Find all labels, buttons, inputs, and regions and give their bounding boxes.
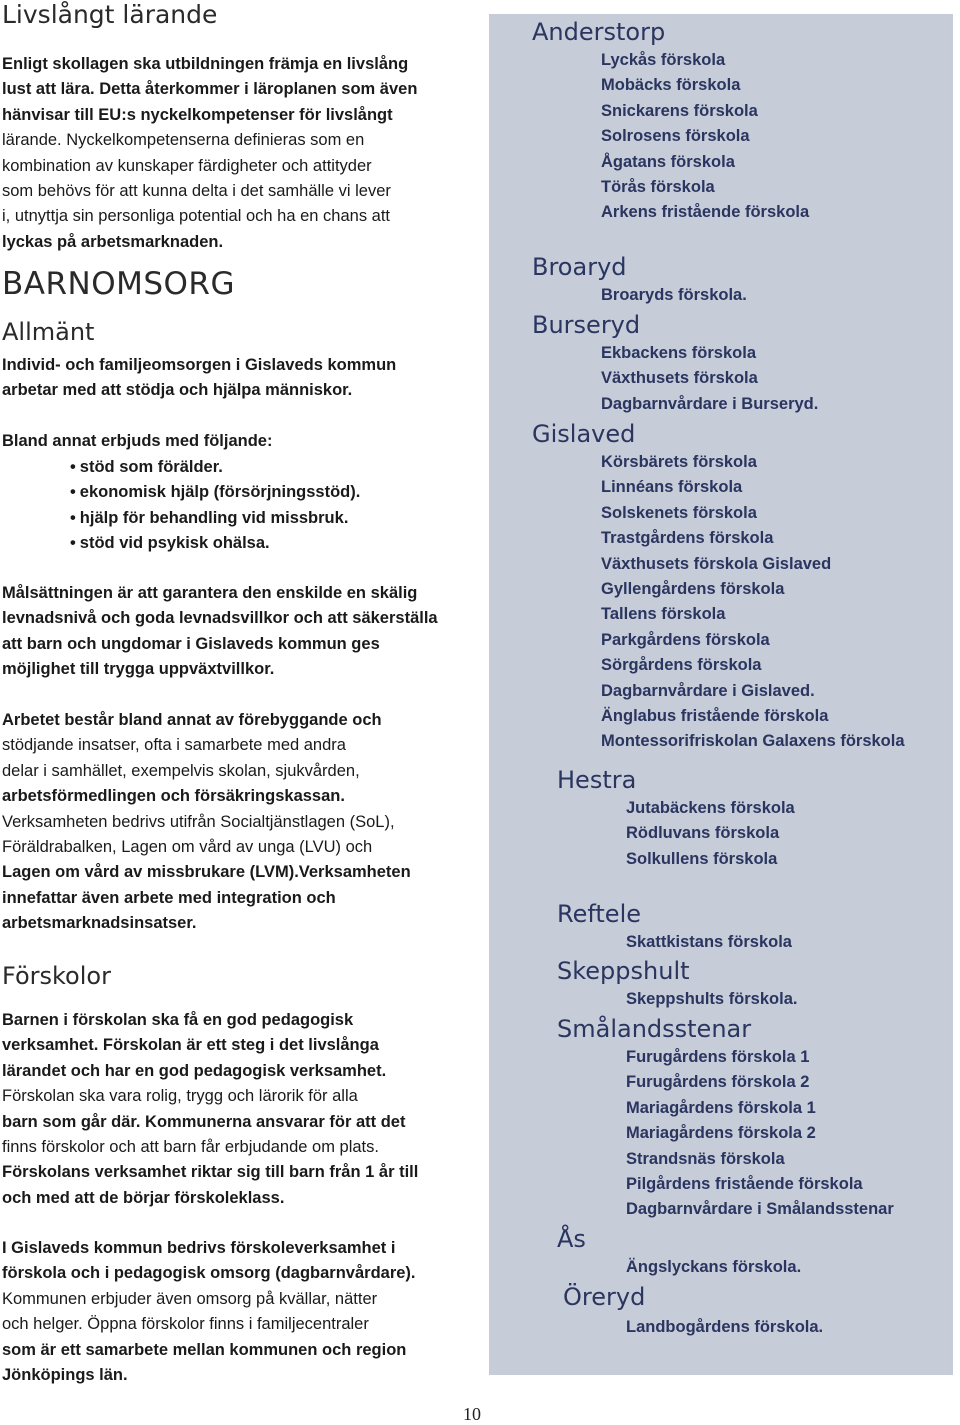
list-item: Mariagårdens förskola 2 — [626, 1124, 816, 1143]
list-item: Solkullens förskola — [626, 849, 778, 868]
school-list — [601, 48, 809, 226]
list-item: • stöd vid psykisk ohälsa. — [70, 531, 360, 556]
preschool-paragraph: Barnen i förskolan ska få en god pedagogisk verksamhet. Förskolan är ett steg i det livslånga lärandet och har en god pedagogisk verksamhet. Förskolan ska vara rolig, trygg och lärorik för alla barn som går där. Kommunerna ansvarar för att det finns förskolor och att barn får erbjudande om plats. Förskolans verksamhet riktar sig till barn från 1 år till och med att de börjar förskoleklass. — [2, 1011, 419, 1207]
page-title: Livslångt lärande — [2, 0, 218, 29]
school-list — [626, 1045, 894, 1223]
list-item: Trastgårdens förskola — [601, 529, 774, 548]
list-item: Landbogårdens förskola. — [626, 1318, 824, 1336]
list-item: • stöd som förälder. — [70, 455, 360, 480]
list-item: Snickarens förskola — [601, 101, 758, 120]
location-heading: Gislaved — [532, 420, 636, 448]
offers-list — [70, 455, 360, 557]
school-list — [626, 796, 795, 872]
list-item: Rödluvans förskola — [626, 824, 780, 843]
list-item: Solrosens förskola — [601, 127, 750, 146]
school-list — [601, 450, 905, 755]
list-item: • ekonomisk hjälp (försörjningsstöd). — [70, 480, 360, 505]
location-heading: Hestra — [557, 766, 637, 794]
location-heading: Burseryd — [532, 311, 641, 339]
list-item: Pilgårdens fristående förskola — [626, 1175, 863, 1194]
list-item: Linnéans förskola — [601, 478, 743, 497]
school-list — [626, 930, 792, 955]
location-heading: Reftele — [557, 900, 641, 928]
list-item: Skeppshults förskola. — [626, 990, 798, 1008]
list-item: Jutabäckens förskola — [626, 799, 795, 817]
list-item: Växthusets förskola Gislaved — [601, 554, 832, 573]
list-item: Ängslyckans förskola. — [626, 1258, 802, 1276]
general-paragraph: Individ- och familjeomsorgen i Gislaveds kommun arbetar med att stödja och hjälpa människor. — [2, 356, 397, 400]
location-heading: Smålandsstenar — [557, 1015, 752, 1043]
section-title: BARNOMSORG — [2, 266, 235, 302]
school-list — [601, 283, 747, 308]
list-item: Änglabus fristående förskola — [601, 707, 829, 726]
list-item: • hjälp för behandling vid missbruk. — [70, 506, 360, 531]
list-item: Gyllengårdens förskola — [601, 580, 785, 599]
list-item: Törås förskola — [601, 178, 715, 197]
list-item: Strandsnäs förskola — [626, 1149, 785, 1168]
list-item: Sörgårdens förskola — [601, 656, 762, 675]
list-item: Montessorifriskolan Galaxens förskola — [601, 732, 905, 751]
offers-intro: Bland annat erbjuds med följande: — [2, 432, 273, 450]
school-list — [626, 1255, 801, 1280]
list-item: Mariagårdens förskola 1 — [626, 1098, 816, 1117]
list-item: Dagbarnvårdare i Smålandsstenar — [626, 1200, 894, 1219]
list-item: Dagbarnvårdare i Gislaved. — [601, 681, 815, 700]
intro-paragraph: Enligt skollagen ska utbildningen främja en livslång lust att lära. Detta återkommer i läroplanen som även hänvisar till EU:s nyckelkompetenser för livslångt lärande. Nyckelkompetenserna definieras som en kombination av kunskaper färdigheter och attityder som behövs för att kunna delta i det samhälle vi lever i, utnyttja sin personliga potential och ha en chans att lyckas på arbetsmarknaden. — [2, 55, 418, 251]
list-item: Tallens förskola — [601, 605, 726, 624]
list-item: Ekbackens förskola — [601, 344, 756, 362]
goal-paragraph: Målsättningen är att garantera den enskilde en skälig levnadsnivå och goda levnadsvillkor och att säkerställa att barn och ungdomar i Gislaveds kommun ges möjlighet till trygga uppväxtvillkor. — [2, 584, 438, 679]
general-heading: Allmänt — [2, 318, 95, 346]
location-heading: Anderstorp — [532, 18, 666, 46]
preschool-heading: Förskolor — [2, 962, 111, 990]
list-item: Solskenets förskola — [601, 503, 757, 522]
school-list — [626, 987, 797, 1012]
school-list — [626, 1315, 823, 1340]
list-item: Skattkistans förskola — [626, 933, 792, 951]
list-item: Lyckås förskola — [601, 51, 726, 69]
list-item: Dagbarnvårdare i Burseryd. — [601, 394, 819, 413]
list-item: Furugårdens förskola 2 — [626, 1073, 810, 1092]
list-item: Mobäcks förskola — [601, 76, 741, 95]
list-item: Parkgårdens förskola — [601, 630, 770, 649]
school-list — [601, 341, 818, 417]
location-heading: Ås — [557, 1225, 586, 1253]
list-item: Broaryds förskola. — [601, 286, 747, 304]
page-number: 10 — [463, 1404, 481, 1424]
location-heading: Skeppshult — [557, 957, 690, 985]
location-heading: Broaryd — [532, 253, 627, 281]
municipality-paragraph: I Gislaveds kommun bedrivs förskoleverksamhet i förskola och i pedagogisk omsorg (dagbarnvårdare). Kommunen erbjuder även omsorg på kvällar, nätter och helger. Öppna förskolor finns i familjecentraler som är ett samarbete mellan kommunen och region Jönköpings län. — [2, 1239, 416, 1385]
list-item: Växthusets förskola — [601, 369, 758, 388]
list-item: Furugårdens förskola 1 — [626, 1048, 810, 1066]
list-item: Arkens fristående förskola — [601, 203, 810, 222]
location-heading: Öreryd — [563, 1283, 646, 1311]
list-item: Körsbärets förskola — [601, 453, 757, 471]
list-item: Ågatans förskola — [601, 152, 735, 171]
work-paragraph: Arbetet består bland annat av förebyggande och stödjande insatser, ofta i samarbete med andra delar i samhället, exempelvis skolan, sjukvården, arbetsförmedlingen och försäkringskassan. Verksamheten bedrivs utifrån Socialtjänstlagen (SoL), Föräldrabalken, Lagen om vård av unga (LVU) och Lagen om vård av missbrukare (LVM).Verksamheten innefattar även arbete med integration och arbetsmarknadsinsatser. — [2, 711, 411, 933]
